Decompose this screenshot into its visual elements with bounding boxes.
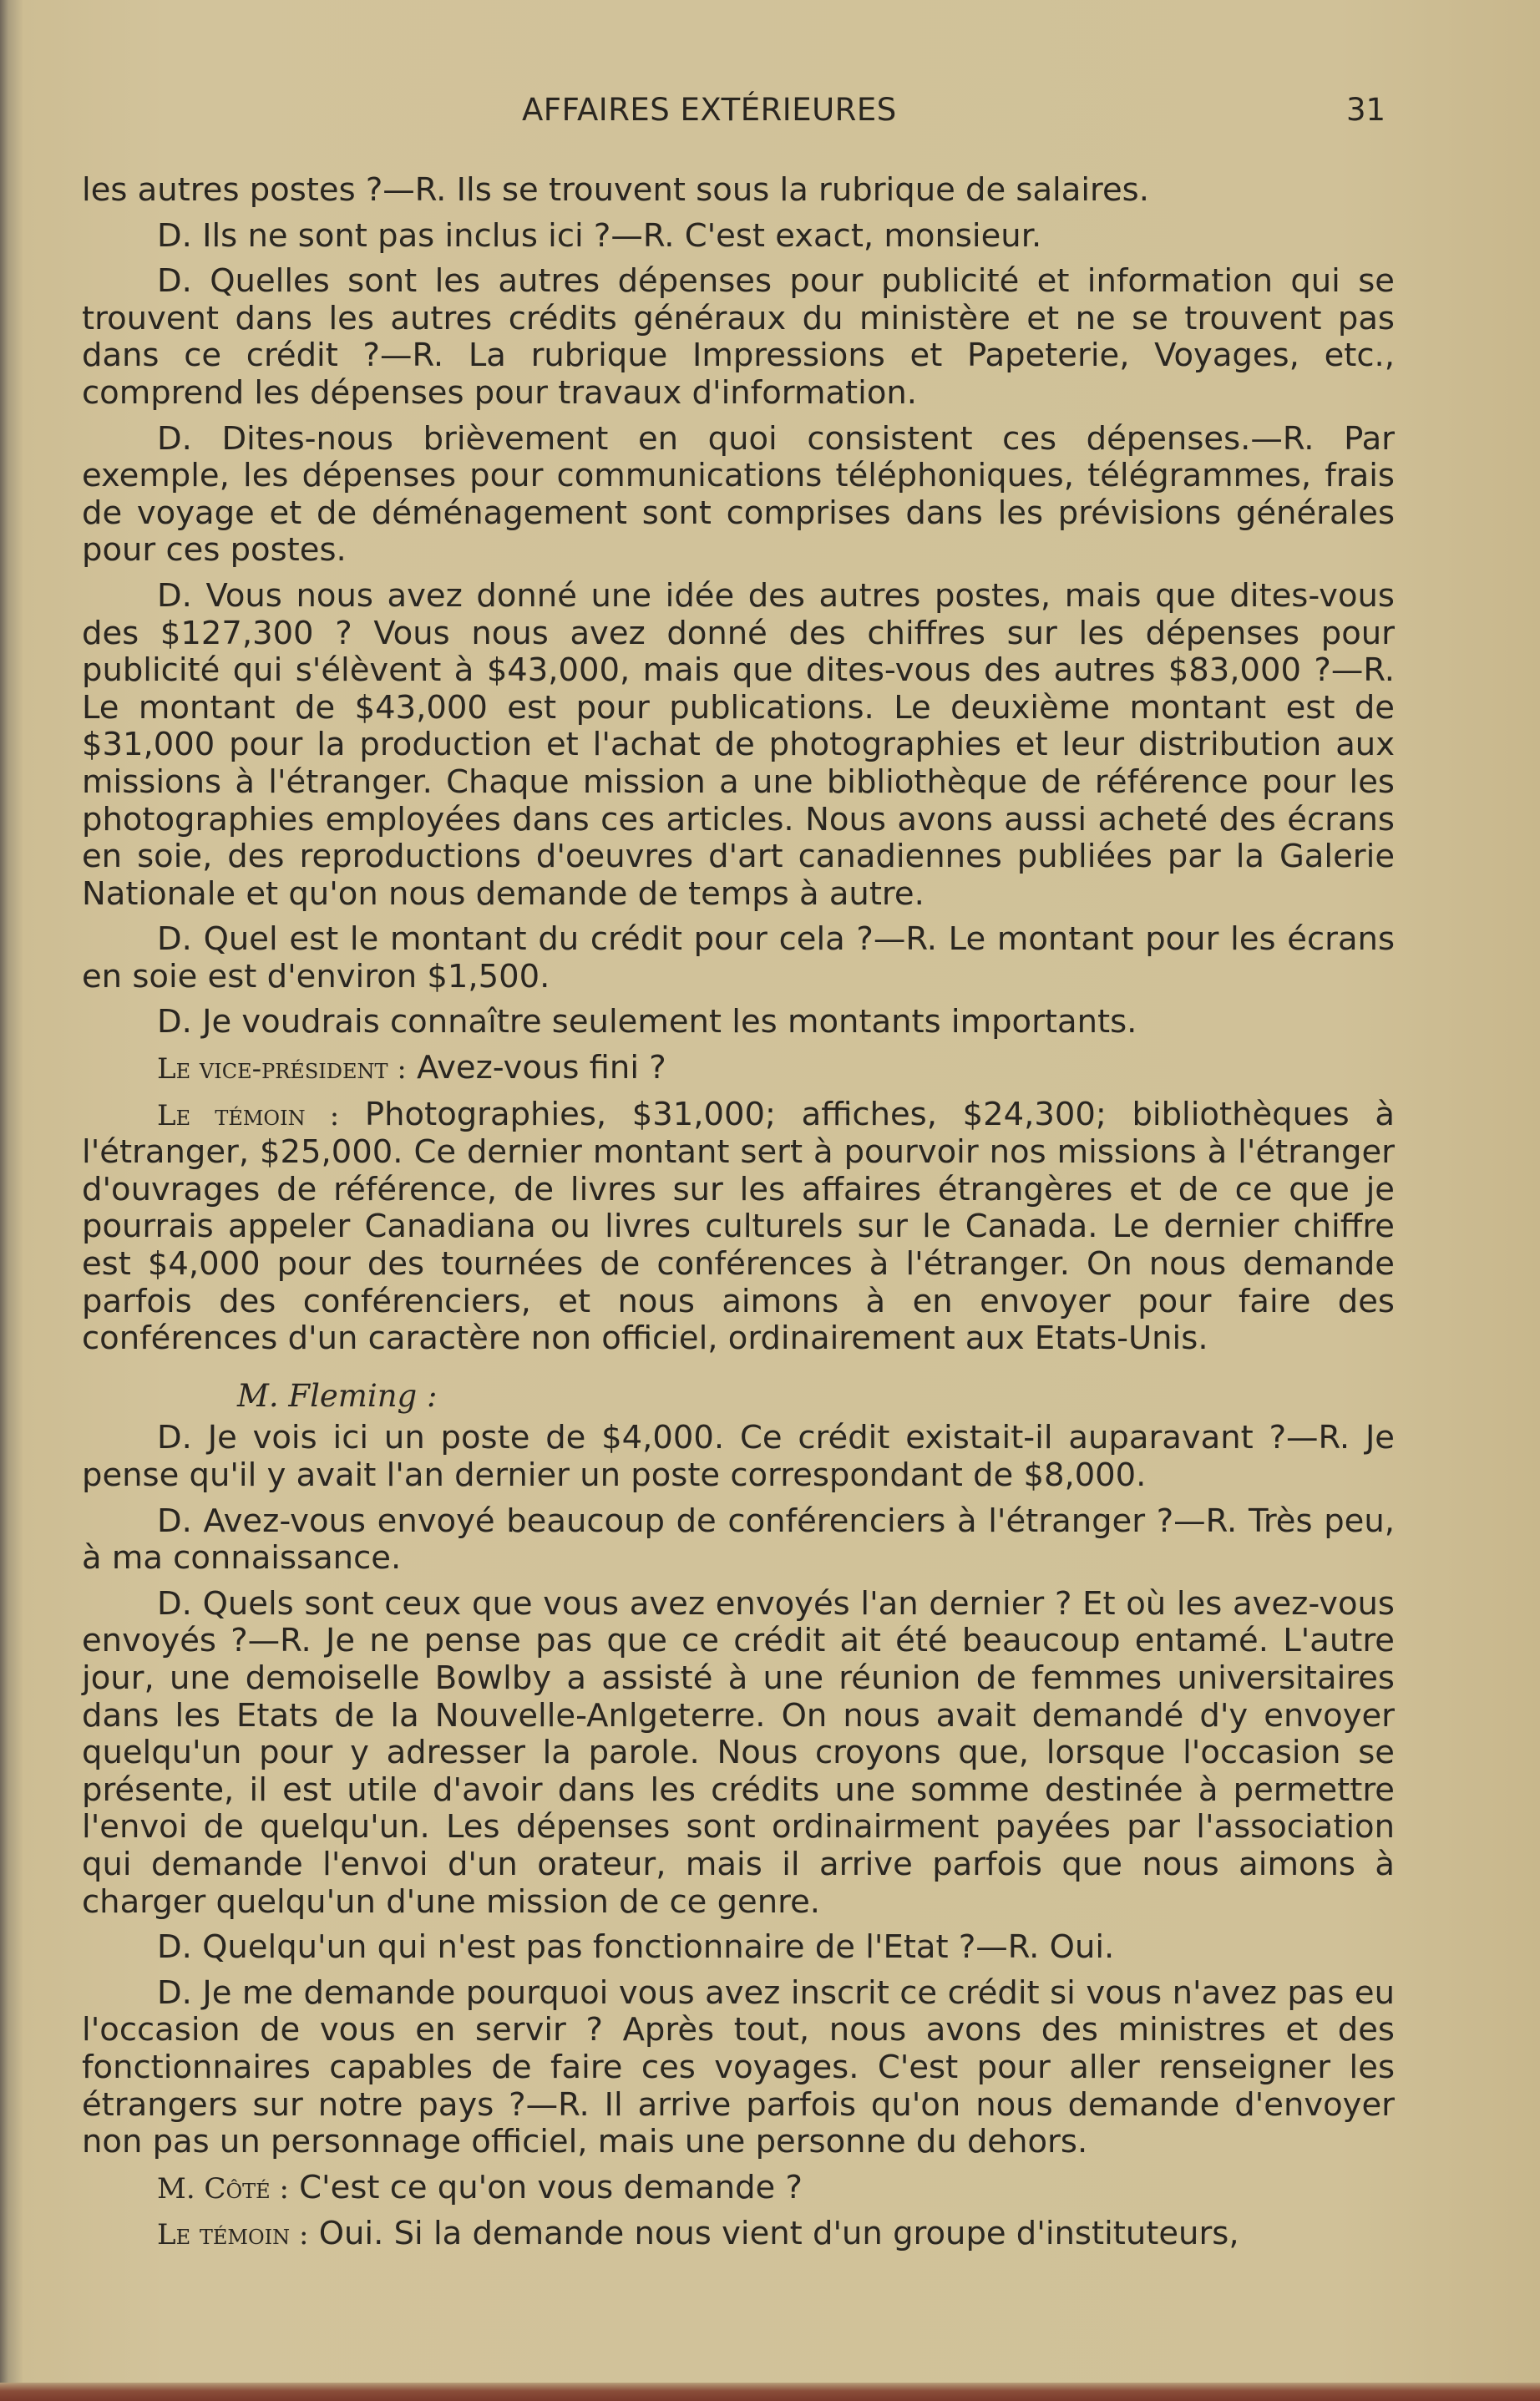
paragraph: D. Quels sont ceux que vous avez envoyés l'an dernier ? Et où les avez-vous envoyés ?—R. Je ne pense pas que ce crédit ait été beaucoup entamé. L'autre jour, une demoiselle Bowlby a assisté à une réunion de femmes universitaires dans les Etats de la Nouvelle-Anlgeterre. On nous avait demandé d'y envoyer quelqu'un pour y adresser la parole. Nous croyons que, lorsque l'occasion se présente, il est utile d'avoir dans les crédits une somme destinée à permettre l'envoi de quelqu'un. Les dépenses sont ordinairment payées par l'association qui demande l'envoi d'un orateur, mais il arrive parfois que nous aimons à charger quelqu'un d'une mission de ce genre. — [82, 1584, 1395, 1921]
paragraph: D. Je voudrais connaître seulement les montants importants. — [157, 1003, 1137, 1041]
section-speaker: M. Fleming : — [237, 1377, 438, 1414]
paragraph: Le vice-président : Avez-vous fini ? — [157, 1049, 666, 1087]
page-header — [0, 92, 1540, 134]
paragraph: Le témoin : Photographies, $31,000; affiches, $24,300; bibliothèques à l'étranger, $25,000. Ce dernier montant sert à pourvoir nos missions à l'étranger d'ouvrages de référence, de livres sur les affaires étrangères et de ce que je pourrais appeler Canadiana ou livres culturels sur le Canada. Le dernier chiffre est $4,000 pour des tournées de conférences à l'étranger. On nous demande parfois des conférenciers, et nous aimons à en envoyer pour faire des conférences d'un caractère non officiel, ordinairement aux Etats-Unis. — [82, 1095, 1395, 1358]
speaker-label: M. Côté : — [157, 2171, 289, 2206]
body-text — [82, 172, 1395, 2262]
paragraph: D. Je me demande pourquoi vous avez inscrit ce crédit si vous n'avez pas eu l'occasion de vous en servir ? Après tout, nous avons des ministres et des fonctionnaires capables de faire ces voyages. C'est pour aller renseigner les étrangers sur notre pays ?—R. Il arrive parfois qu'on nous demande d'envoyer non pas un personnage officiel, mais une personne du dehors. — [82, 1973, 1395, 2161]
paragraph: D. Quelles sont les autres dépenses pour publicité et information qui se trouvent dans les autres crédits généraux du ministère et ne se trouvent pas dans ce crédit ?—R. La rubrique Impressions et Papeterie, Voyages, etc., comprend les dépenses pour travaux d'information. — [82, 262, 1395, 412]
page-bottom-edge — [0, 2383, 1540, 2401]
speaker-label: Le témoin : — [157, 1098, 340, 1132]
paragraph: Le témoin : Oui. Si la demande nous vient d'un groupe d'instituteurs, — [157, 2215, 1239, 2253]
speaker-label: Le vice-président : — [157, 1052, 407, 1087]
paragraph: D. Quelqu'un qui n'est pas fonctionnaire de l'Etat ?—R. Oui. — [157, 1928, 1115, 1967]
paragraph: D. Quel est le montant du crédit pour cela ?—R. Le montant pour les écrans en soie est d'environ $1,500. — [82, 920, 1395, 995]
speaker-label: Le témoin : — [157, 2218, 309, 2252]
paragraph: D. Dites-nous brièvement en quoi consistent ces dépenses.—R. Par exemple, les dépenses pour communications téléphoniques, télégrammes, frais de voyage et de déménagement sont comprises dans les prévisions générales pour ces postes. — [82, 419, 1395, 570]
paragraph: D. Avez-vous envoyé beaucoup de conférenciers à l'étranger ?—R. Très peu, à ma connaissance. — [82, 1502, 1395, 1578]
running-title: AFFAIRES EXTÉRIEURES — [522, 92, 897, 128]
paragraph: D. Ils ne sont pas inclus ici ?—R. C'est exact, monsieur. — [157, 216, 1042, 255]
page-number: 31 — [1346, 92, 1386, 128]
paragraph: les autres postes ?—R. Ils se trouvent sous la rubrique de salaires. — [82, 171, 1149, 209]
paragraph: D. Vous nous avez donné une idée des autres postes, mais que dites-vous des $127,300 ? Vous nous avez donné des chiffres sur les dépenses pour publicité qui s'élèvent à $43,000, mais que dites-vous des autres $83,000 ?—R. Le montant de $43,000 est pour publications. Le deuxième montant est de $31,000 pour la production et l'achat de photographies et leur distribution aux missions à l'étranger. Chaque mission a une bibliothèque de référence pour les photographies employées dans ces articles. Nous avons aussi acheté des écrans en soie, des reproductions d'oeuvres d'art canadiennes publiées par la Galerie Nationale et qu'on nous demande de temps à autre. — [82, 576, 1395, 913]
paragraph: D. Je vois ici un poste de $4,000. Ce crédit existait-il auparavant ?—R. Je pense qu'il y avait l'an dernier un poste correspondant de $8,000. — [82, 1419, 1395, 1494]
paragraph: M. Côté : C'est ce qu'on vous demande ? — [157, 2168, 803, 2206]
